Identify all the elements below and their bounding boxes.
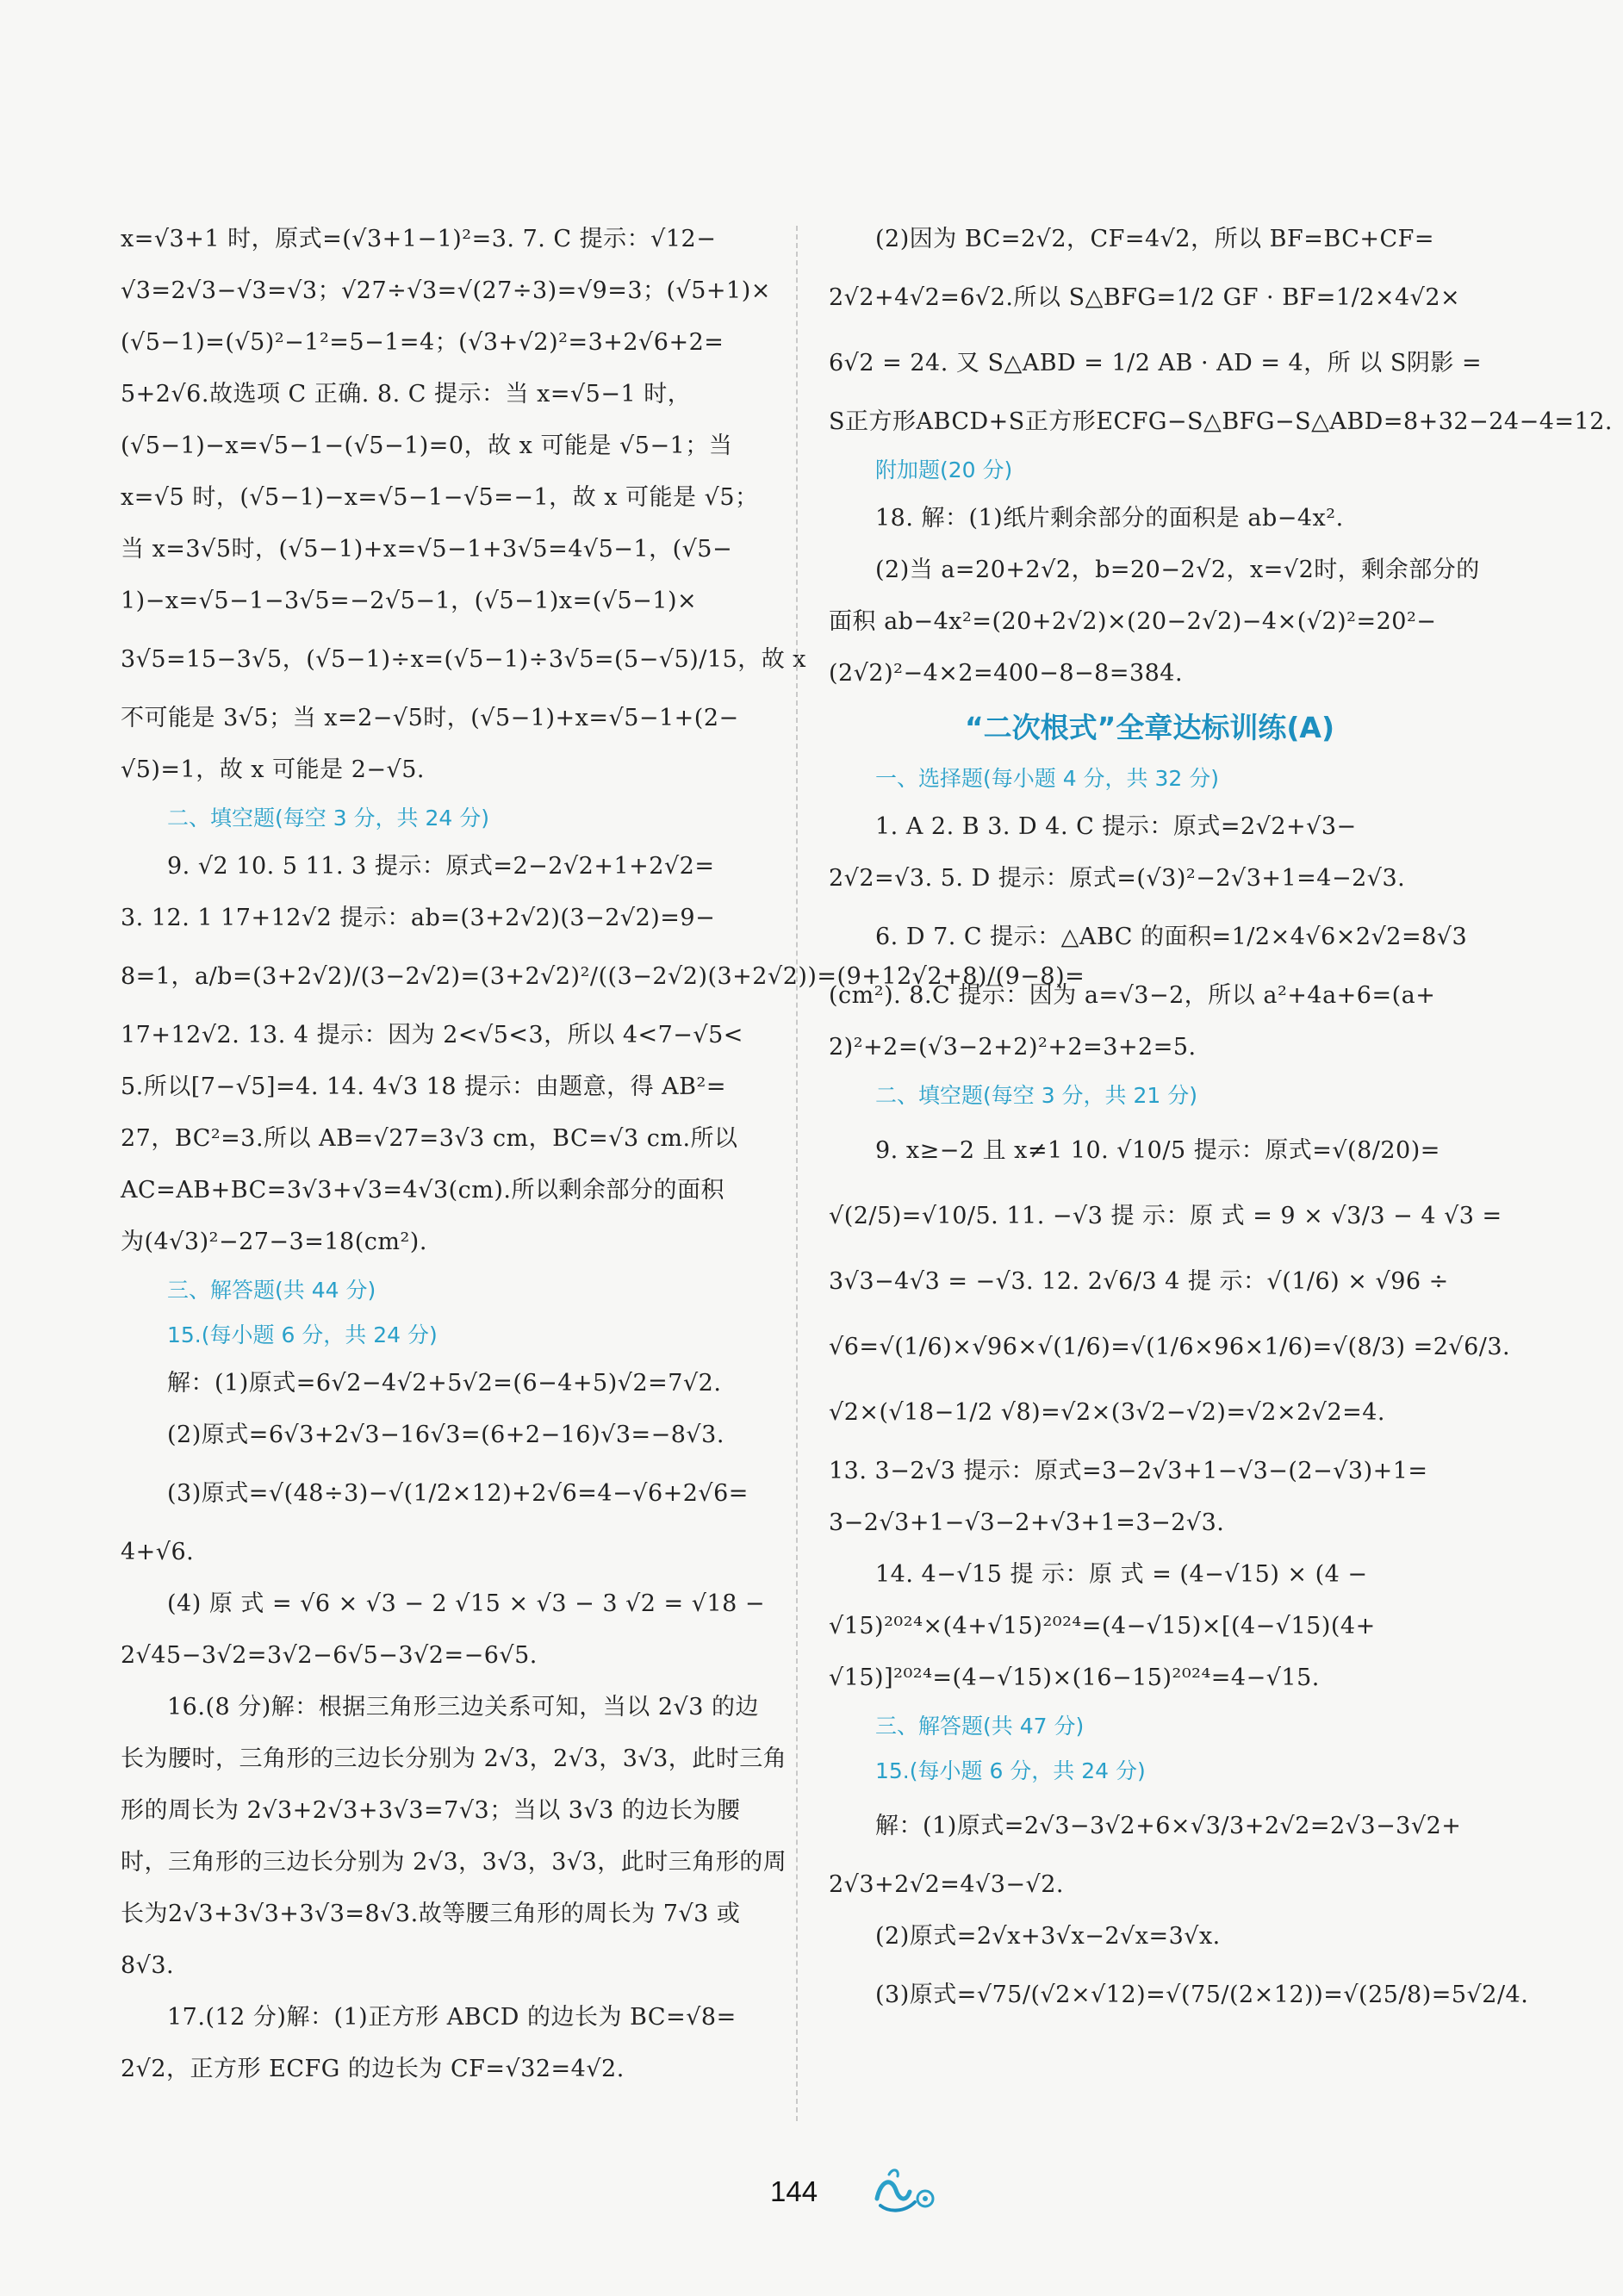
text-line: 为(4√3)²−27−3=18(cm²). bbox=[121, 1229, 427, 1255]
text-line: x=√5 时，(√5−1)−x=√5−1−√5=−1，故 x 可能是 √5； bbox=[121, 484, 759, 511]
wave-swirl-logo-icon bbox=[872, 2164, 941, 2216]
text-line: 3. 12. 1 17+12√2 提示：ab=(3+2√2)(3−2√2)=9− bbox=[121, 905, 716, 931]
text-line: 面积 ab−4x²=(20+2√2)×(20−2√2)−4×(√2)²=20²− bbox=[829, 608, 1437, 635]
section-heading: 二、填空题(每空 3 分，共 24 分) bbox=[167, 806, 490, 831]
text-line: 4+√6. bbox=[121, 1539, 195, 1565]
text-line: 不可能是 3√5；当 x=2−√5时，(√5−1)+x=√5−1+(2− bbox=[121, 705, 739, 731]
text-line: (√5−1)−x=√5−1−(√5−1)=0，故 x 可能是 √5−1；当 bbox=[121, 432, 733, 459]
text-line: 2√2，正方形 ECFG 的边长为 CF=√32=4√2. bbox=[121, 2056, 625, 2082]
text-line: 1. A 2. B 3. D 4. C 提示：原式=2√2+√3− bbox=[875, 813, 1357, 840]
text-line: (2)原式=2√x+3√x−2√x=3√x. bbox=[875, 1923, 1221, 1950]
chapter-title: “二次根式”全章达标训练(A) bbox=[964, 711, 1335, 744]
text-line: 17.(12 分)解：(1)正方形 ABCD 的边长为 BC=√8= bbox=[167, 2004, 737, 2031]
text-line: 2√3+2√2=4√3−√2. bbox=[829, 1871, 1065, 1898]
text-line: 14. 4−√15 提 示：原 式 = (4−√15) × (4 − bbox=[875, 1561, 1368, 1588]
page-number: 144 bbox=[770, 2175, 818, 2207]
text-line: 解：(1)原式=2√3−3√2+6×√3/3+2√2=2√3−3√2+ bbox=[875, 1813, 1462, 1839]
text-line: 2√2=√3. 5. D 提示：原式=(√3)²−2√3+1=4−2√3. bbox=[829, 865, 1406, 892]
text-line: 3√5=15−3√5，(√5−1)÷x=(√5−1)÷3√5=(5−√5)/15，故 x bbox=[121, 646, 807, 673]
text-line: √3=2√3−√3=√3；√27÷√3=√(27÷3)=√9=3；(√5+1)× bbox=[121, 277, 771, 304]
text-line: 2√45−3√2=3√2−6√5−3√2=−6√5. bbox=[121, 1642, 538, 1669]
text-line: √5)=1，故 x 可能是 2−√5. bbox=[121, 756, 425, 783]
column-divider bbox=[796, 226, 798, 2121]
text-line: 2√2+4√2=6√2.所以 S△BFG=1/2 GF · BF=1/2×4√2× bbox=[829, 284, 1461, 311]
text-line: (cm²). 8.C 提示：因为 a=√3−2，所以 a²+4a+6=(a+ bbox=[829, 982, 1436, 1009]
text-line: (√5−1)=(√5)²−1²=5−1=4；(√3+√2)²=3+2√6+2= bbox=[121, 329, 724, 356]
text-line: (2)原式=6√3+2√3−16√3=(6+2−16)√3=−8√3. bbox=[167, 1422, 724, 1448]
text-line: 长为2√3+3√3+3√3=8√3.故等腰三角形的周长为 7√3 或 bbox=[121, 1901, 741, 1927]
text-line: 3−2√3+1−√3−2+√3+1=3−2√3. bbox=[829, 1509, 1225, 1536]
text-line: 9. x≥−2 且 x≠1 10. √10/5 提示：原式=√(8/20)= bbox=[875, 1137, 1440, 1164]
text-line: 3√3−4√3 = −√3. 12. 2√6/3 4 提 示：√(1/6) × √96 ÷ bbox=[829, 1268, 1449, 1295]
text-line: x=√3+1 时，原式=(√3+1−1)²=3. 7. C 提示：√12− bbox=[121, 226, 717, 252]
text-line: √6=√(1/6)×√96×√(1/6)=√(1/6×96×1/6)=√(8/3) =2√6/3. bbox=[829, 1334, 1511, 1360]
section-heading: 15.(每小题 6 分，共 24 分) bbox=[167, 1322, 438, 1347]
section-heading: 15.(每小题 6 分，共 24 分) bbox=[875, 1758, 1146, 1783]
text-line: 13. 3−2√3 提示：原式=3−2√3+1−√3−(2−√3)+1= bbox=[829, 1458, 1428, 1484]
text-line: √15)]²⁰²⁴=(4−√15)×(16−15)²⁰²⁴=4−√15. bbox=[829, 1664, 1320, 1691]
section-heading: 一、选择题(每小题 4 分，共 32 分) bbox=[875, 766, 1220, 791]
text-line: 8√3. bbox=[121, 1952, 175, 1979]
text-line: 2)²+2=(√3−2+2)²+2=3+2=5. bbox=[829, 1034, 1197, 1061]
text-line: 17+12√2. 13. 4 提示：因为 2<√5<3，所以 4<7−√5< bbox=[121, 1022, 743, 1048]
text-line: 6. D 7. C 提示：△ABC 的面积=1/2×4√6×2√2=8√3 bbox=[875, 924, 1468, 950]
text-line: √2×(√18−1/2 √8)=√2×(3√2−√2)=√2×2√2=4. bbox=[829, 1399, 1386, 1426]
text-line: (2)当 a=20+2√2，b=20−2√2，x=√2时，剩余部分的 bbox=[875, 557, 1480, 583]
text-line: 时，三角形的三边长分别为 2√3，3√3，3√3，此时三角形的周 bbox=[121, 1849, 787, 1876]
text-line: 16.(8 分)解：根据三角形三边关系可知，当以 2√3 的边 bbox=[167, 1694, 759, 1720]
text-line: (4) 原 式 = √6 × √3 − 2 √15 × √3 − 3 √2 = √18 − bbox=[167, 1590, 766, 1617]
text-line: AC=AB+BC=3√3+√3=4√3(cm).所以剩余部分的面积 bbox=[121, 1177, 724, 1204]
right-column bbox=[829, 214, 1613, 2028]
text-line: (2)因为 BC=2√2，CF=4√2，所以 BF=BC+CF= bbox=[875, 226, 1435, 252]
text-line: 6√2 = 24. 又 S△ABD = 1/2 AB · AD = 4，所 以 S阴影 = bbox=[829, 350, 1483, 376]
text-line: 形的周长为 2√3+2√3+3√3=7√3；当以 3√3 的边长为腰 bbox=[121, 1797, 741, 1824]
text-line: 27，BC²=3.所以 AB=√27=3√3 cm，BC=√3 cm.所以 bbox=[121, 1125, 738, 1152]
text-line: 当 x=3√5时，(√5−1)+x=√5−1+3√5=4√5−1，(√5− bbox=[121, 536, 733, 563]
text-line: 18. 解：(1)纸片剩余部分的面积是 ab−4x². bbox=[875, 505, 1344, 532]
text-line: 5.所以[7−√5]=4. 14. 4√3 18 提示：由题意，得 AB²= bbox=[121, 1073, 726, 1100]
section-heading: 三、解答题(共 47 分) bbox=[875, 1714, 1085, 1739]
text-line: (3)原式=√75/(√2×√12)=√(75/(2×12))=√(25/8)=5√2/4. bbox=[875, 1982, 1529, 2008]
text-line: (2√2)²−4×2=400−8−8=384. bbox=[829, 660, 1184, 687]
text-line: 解：(1)原式=6√2−4√2+5√2=(6−4+5)√2=7√2. bbox=[167, 1370, 722, 1397]
text-line: 9. √2 10. 5 11. 3 提示：原式=2−2√2+1+2√2= bbox=[167, 853, 715, 880]
text-line: (3)原式=√(48÷3)−√(1/2×12)+2√6=4−√6+2√6= bbox=[167, 1480, 749, 1507]
text-line: √(2/5)=√10/5. 11. −√3 提 示：原 式 = 9 × √3/3 − 4 √3 = bbox=[829, 1203, 1502, 1229]
text-line: 长为腰时，三角形的三边长分别为 2√3，2√3，3√3，此时三角 bbox=[121, 1745, 787, 1772]
text-line: S正方形ABCD+S正方形ECFG−S△BFG−S△ABD=8+32−24−4=12. bbox=[829, 408, 1613, 435]
text-line: 1)−x=√5−1−3√5=−2√5−1，(√5−1)x=(√5−1)× bbox=[121, 588, 698, 614]
section-heading: 附加题(20 分) bbox=[875, 457, 1013, 482]
text-line: √15)²⁰²⁴×(4+√15)²⁰²⁴=(4−√15)×[(4−√15)(4+ bbox=[829, 1613, 1376, 1640]
text-line: 5+2√6.故选项 C 正确. 8. C 提示：当 x=√5−1 时， bbox=[121, 381, 692, 408]
text-line: 8=1，a/b=(3+2√2)/(3−2√2)=(3+2√2)²/((3−2√2)(3+2√2))=(9+12√2+8)/(9−8)= bbox=[121, 963, 1085, 990]
section-heading: 二、填空题(每空 3 分，共 21 分) bbox=[875, 1083, 1198, 1108]
section-heading: 三、解答题(共 44 分) bbox=[167, 1278, 376, 1303]
